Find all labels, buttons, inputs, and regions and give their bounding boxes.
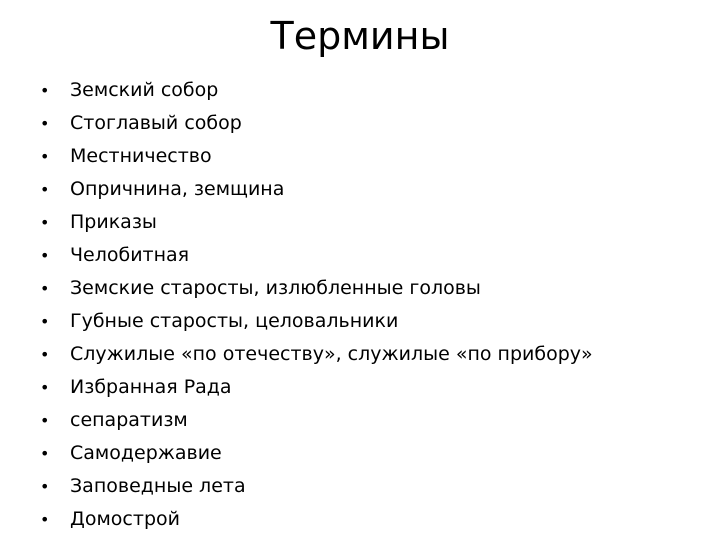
term-text: Местничество bbox=[70, 145, 212, 167]
list-item bbox=[40, 470, 690, 503]
terms-list bbox=[40, 74, 690, 536]
list-item bbox=[40, 107, 690, 140]
term-text: Приказы bbox=[70, 211, 157, 233]
bullet-icon: • bbox=[40, 444, 50, 463]
list-item bbox=[40, 206, 690, 239]
bullet-icon: • bbox=[40, 411, 50, 430]
term-text: Самодержавие bbox=[70, 442, 222, 464]
bullet-icon: • bbox=[40, 213, 50, 232]
term-text: Опричнина, земщина bbox=[70, 178, 285, 200]
term-text: Заповедные лета bbox=[70, 475, 246, 497]
bullet-icon: • bbox=[40, 180, 50, 199]
bullet-icon: • bbox=[40, 510, 50, 529]
term-text: Избранная Рада bbox=[70, 376, 232, 398]
list-item bbox=[40, 173, 690, 206]
bullet-icon: • bbox=[40, 312, 50, 331]
list-item bbox=[40, 239, 690, 272]
list-item bbox=[40, 404, 690, 437]
term-text: Губные старосты, целовальники bbox=[70, 310, 399, 332]
bullet-icon: • bbox=[40, 477, 50, 496]
term-text: Земский собор bbox=[70, 79, 219, 101]
list-item bbox=[40, 305, 690, 338]
term-text: сепаратизм bbox=[70, 409, 188, 431]
bullet-icon: • bbox=[40, 81, 50, 100]
list-item bbox=[40, 140, 690, 173]
bullet-icon: • bbox=[40, 246, 50, 265]
term-text: Служилые «по отечеству», служилые «по прибору» bbox=[70, 343, 593, 365]
list-item bbox=[40, 437, 690, 470]
list-item bbox=[40, 338, 690, 371]
slide-title: Термины bbox=[270, 14, 450, 58]
list-item bbox=[40, 272, 690, 305]
term-text: Домострой bbox=[70, 508, 180, 530]
bullet-icon: • bbox=[40, 378, 50, 397]
list-item bbox=[40, 503, 690, 536]
term-text: Стоглавый собор bbox=[70, 112, 242, 134]
bullet-icon: • bbox=[40, 279, 50, 298]
list-item bbox=[40, 371, 690, 404]
term-text: Челобитная bbox=[70, 244, 190, 266]
bullet-icon: • bbox=[40, 147, 50, 166]
bullet-icon: • bbox=[40, 114, 50, 133]
bullet-icon: • bbox=[40, 345, 50, 364]
term-text: Земские старосты, излюбленные головы bbox=[70, 277, 481, 299]
list-item bbox=[40, 74, 690, 107]
